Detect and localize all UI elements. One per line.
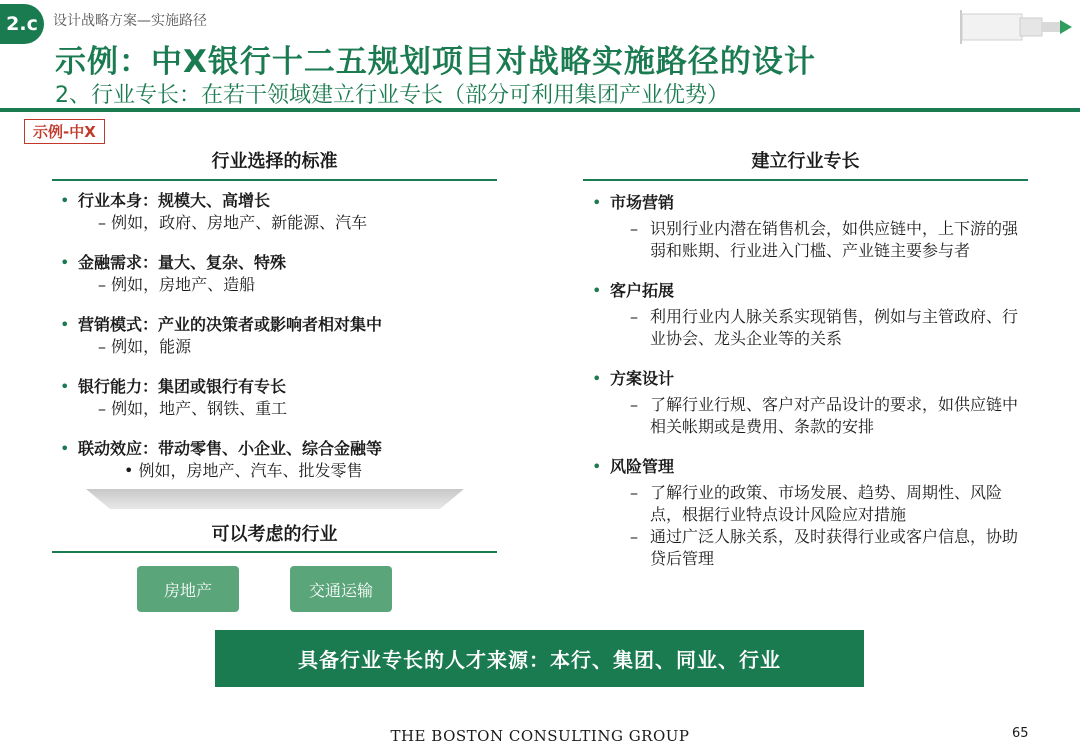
expertise-detail: – 了解行业的政策、市场发展、趋势、周期性、风险点，根据行业特点设计风险应对措施 bbox=[630, 483, 1003, 524]
criteria-example: • 例如，房地产、汽车、批发零售 bbox=[124, 461, 363, 480]
left-column-heading: 行业选择的标准 bbox=[211, 151, 338, 172]
list-item: • 联动效应：带动零售、小企业、综合金融等 • 例如，房地产、汽车、批发零售 bbox=[56, 438, 506, 482]
right-heading-rule bbox=[583, 179, 1028, 181]
breadcrumb: 设计战略方案—实施路径 bbox=[53, 13, 207, 29]
expertise-head: 方案设计 bbox=[610, 369, 675, 388]
expertise-head: 客户拓展 bbox=[610, 281, 675, 300]
list-item: • 营销模式：产业的决策者或影响者相对集中 – 例如，能源 bbox=[56, 314, 506, 358]
criteria-list bbox=[56, 190, 506, 500]
list-item: • 金融需求：量大、复杂、特殊 – 例如，房地产、造船 bbox=[56, 252, 506, 296]
example-tag: 示例-中X bbox=[24, 119, 105, 144]
expertise-head: 市场营销 bbox=[610, 193, 675, 212]
criteria-example: – 例如，地产、钢铁、重工 bbox=[98, 399, 288, 418]
company-footer: THE BOSTON CONSULTING GROUP bbox=[390, 727, 690, 745]
criteria-example: – 例如，政府、房地产、新能源、汽车 bbox=[98, 213, 368, 232]
industry-real-estate-button[interactable]: 房地产 bbox=[137, 566, 239, 612]
list-item: • 银行能力：集团或银行有专长 – 例如，地产、钢铁、重工 bbox=[56, 376, 506, 420]
criteria-head: 营销模式：产业的决策者或影响者相对集中 bbox=[78, 315, 383, 334]
list-item: • 方案设计 – 了解行业行规、客户对产品设计的要求，如供应链中相关帐期或是费用、条款的安排 bbox=[592, 369, 1019, 436]
page-number: 65 bbox=[1012, 726, 1029, 741]
consider-heading-rule bbox=[52, 551, 497, 553]
expertise-detail: – 利用行业内人脉关系实现销售，例如与主管政府、行业协会、龙头企业等的关系 bbox=[630, 307, 1019, 348]
list-item: • 市场营销 – 识别行业内潜在销售机会，如供应链中，上下游的强弱和账期、行业进入门槛、产业链主要参与者 bbox=[592, 193, 1019, 260]
criteria-example: – 例如，房地产、造船 bbox=[98, 275, 256, 294]
criteria-head: 银行能力：集团或银行有专长 bbox=[78, 377, 287, 396]
expertise-list bbox=[588, 192, 1018, 588]
right-column-heading: 建立行业专长 bbox=[751, 151, 860, 172]
decorative-tube-icon bbox=[960, 6, 1072, 46]
section-badge: 2.c bbox=[0, 4, 44, 44]
criteria-head: 联动效应：带动零售、小企业、综合金融等 bbox=[78, 439, 383, 458]
criteria-head: 金融需求：量大、复杂、特殊 bbox=[78, 253, 287, 272]
expertise-detail: – 识别行业内潜在销售机会，如供应链中，上下游的强弱和账期、行业进入门槛、产业链主要参与者 bbox=[630, 219, 1019, 260]
header-divider bbox=[0, 108, 1080, 112]
expertise-detail: – 通过广泛人脉关系，及时获得行业或客户信息，协助贷后管理 bbox=[630, 527, 1019, 568]
criteria-example: – 例如，能源 bbox=[98, 337, 192, 356]
list-item: • 客户拓展 – 利用行业内人脉关系实现销售，例如与主管政府、行业协会、龙头企业等的关系 bbox=[592, 281, 1019, 348]
criteria-head: 行业本身：规模大、高增长 bbox=[78, 191, 271, 210]
consider-heading: 可以考虑的行业 bbox=[211, 524, 338, 545]
down-chevron-arrow bbox=[86, 489, 464, 509]
talent-source-banner: 具备行业专长的人才来源：本行、集团、同业、行业 bbox=[215, 630, 864, 687]
list-item: • 行业本身：规模大、高增长 – 例如，政府、房地产、新能源、汽车 bbox=[56, 190, 506, 234]
list-item: • 风险管理 – 了解行业的政策、市场发展、趋势、周期性、风险点，根据行业特点设计风险应对措施 – 通过广泛人脉关系，及时获得行业或客户信息，协助贷后管理 bbox=[592, 457, 1019, 568]
page-subtitle: 2、行业专长：在若干领域建立行业专长（部分可利用集团产业优势） bbox=[55, 83, 729, 108]
left-heading-rule bbox=[52, 179, 497, 181]
expertise-detail: – 了解行业行规、客户对产品设计的要求，如供应链中相关帐期或是费用、条款的安排 bbox=[630, 395, 1019, 436]
expertise-head: 风险管理 bbox=[610, 457, 675, 476]
page-title: 示例：中X银行十二五规划项目对战略实施路径的设计 bbox=[55, 44, 816, 80]
industry-transport-button[interactable]: 交通运输 bbox=[290, 566, 392, 612]
